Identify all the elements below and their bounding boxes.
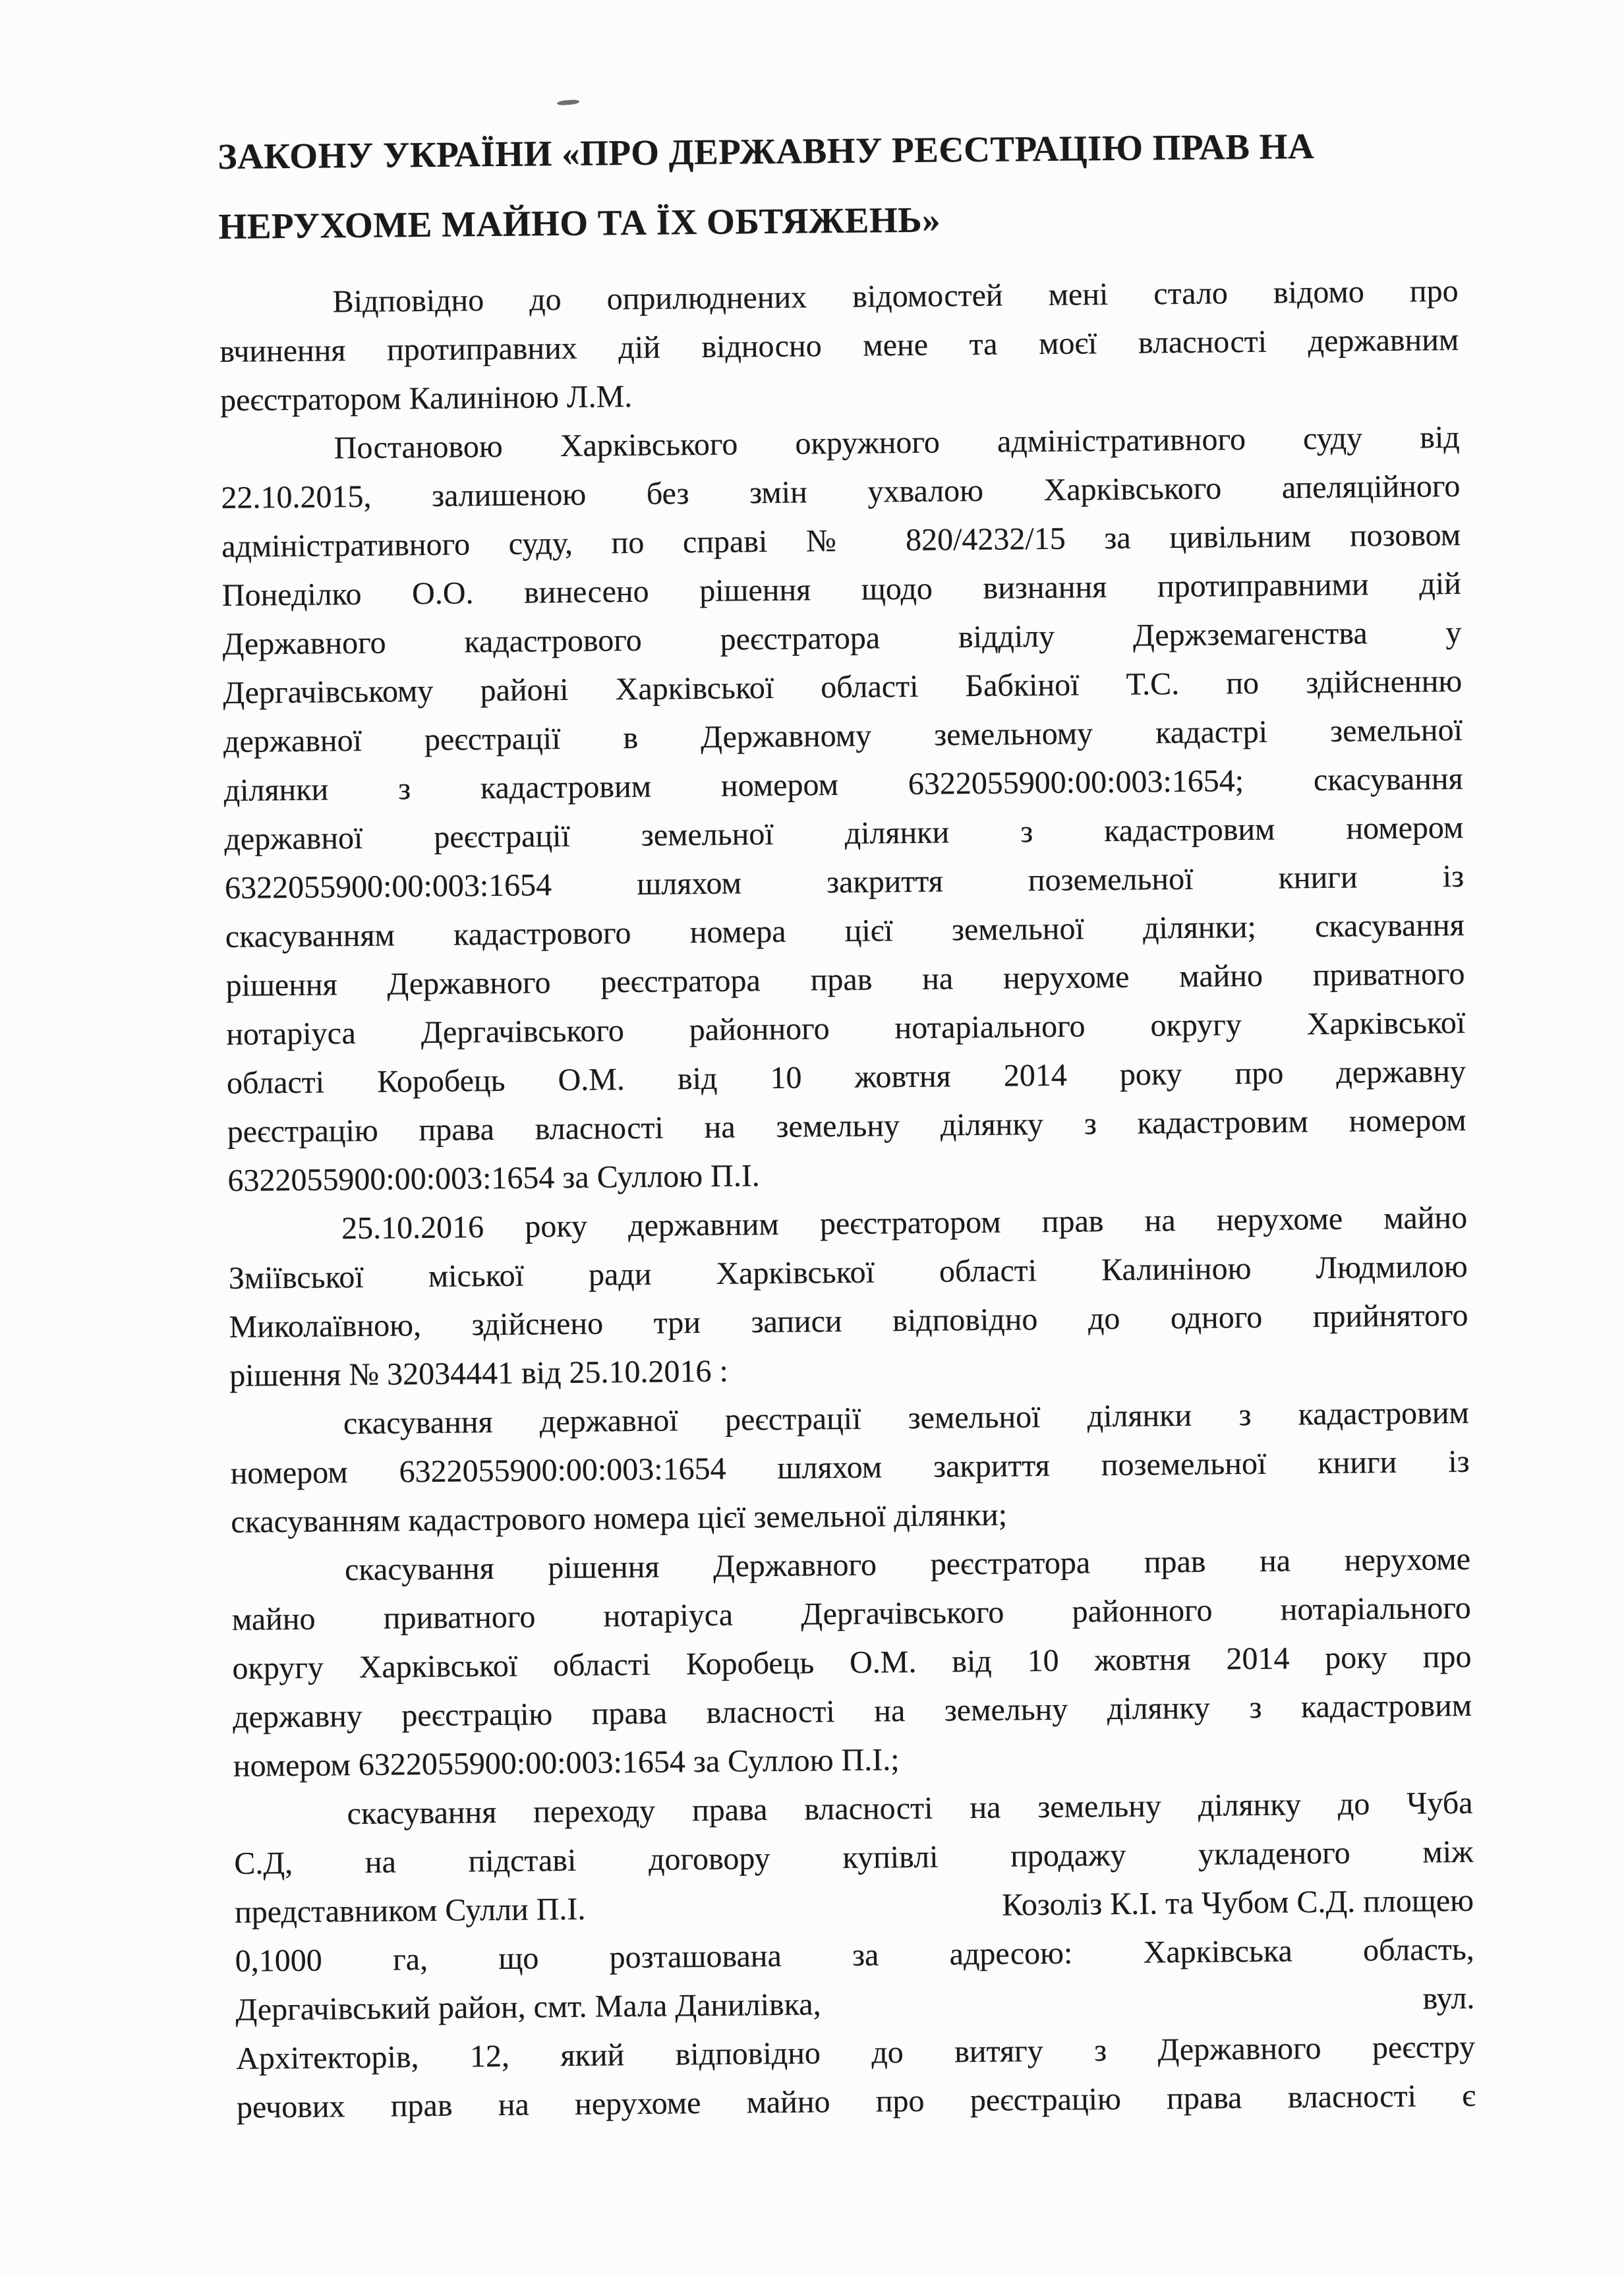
text-line: Дергачівському районі Харківської області Бабкіної Т.С. по здійсненню xyxy=(223,663,1463,711)
paragraph xyxy=(231,1535,1472,1791)
text-line: 6322055900:00:003:1654 за Суллою П.І. xyxy=(227,1158,761,1198)
text-line: речових прав на нерухоме майно про реєстрацію права власності є xyxy=(236,2078,1476,2125)
text-line: номером 6322055900:00:003:1654 шляхом закриття поземельної книги із xyxy=(230,1444,1470,1491)
text-line: округу Харківської області Коробець О.М. від 10 жовтня 2014 року про xyxy=(232,1639,1472,1686)
document-body xyxy=(219,267,1476,2132)
text-line: ділянки з кадастровим номером 6322055900:00:003:1654; скасування xyxy=(223,761,1463,808)
text-line: скасування рішення Державного реєстратора прав на нерухоме xyxy=(344,1541,1471,1588)
text-line: скасування переходу права власності на земельну ділянку до Чуба xyxy=(347,1785,1473,1832)
text-line: державної реєстрації земельної ділянки з кадастровим номером xyxy=(224,809,1464,857)
paragraph xyxy=(233,1779,1476,2132)
paragraph xyxy=(230,1389,1470,1547)
text-line: 25.10.2016 року державним реєстратором прав на нерухоме майно xyxy=(341,1200,1468,1246)
text-line: адміністративного суду, по справі № 820/4232/15 за цивільним позовом xyxy=(221,517,1461,564)
text-line: Зміївської міської ради Харківської області Калиніною Людмилою xyxy=(228,1248,1468,1296)
text-line: Архітекторів, 12, який відповідно до витягу з Державного реєстру xyxy=(235,2029,1476,2076)
document-title-line: НЕРУХОМЕ МАЙНО ТА ЇХ ОБТЯЖЕНЬ» xyxy=(218,199,941,247)
text-line: номером 6322055900:00:003:1654 за Суллою П.І.; xyxy=(233,1742,900,1784)
text-line: рішення № 32034441 від 25.10.2016 : xyxy=(229,1353,729,1393)
text-line: державну реєстрацію права власності на земельну ділянку з кадастровим xyxy=(232,1687,1472,1735)
text-line: вчинення протиправних дій відносно мене та моєї власності державним xyxy=(219,322,1459,369)
text-line: 6322055900:00:003:1654 шляхом закриття поземельної книги із xyxy=(224,858,1464,906)
text-line: скасування державної реєстрації земельної ділянки з кадастровим xyxy=(343,1395,1470,1442)
text-line: реєстрацію права власності на земельну ділянку з кадастровим номером xyxy=(227,1102,1466,1150)
text-line: нотаріуса Дергачівського районного нотаріального округу Харківської xyxy=(226,1005,1466,1052)
text-line: реєстратором Калиніною Л.М. xyxy=(219,378,633,418)
text-segment: вул. xyxy=(1422,1980,1475,2016)
text-line: державної реєстрації в Державному земельному кадастрі земельної xyxy=(223,712,1463,759)
text-line: Відповідно до оприлюднених відомостей мені стало відомо про xyxy=(332,273,1459,320)
text-line: Миколаївною, здійснено три записи відповідно до одного прийнятого xyxy=(229,1297,1468,1345)
paragraph xyxy=(228,1194,1469,1401)
text-line: Постановою Харківського окружного адміністративного суду від xyxy=(334,419,1460,466)
scan-artifact-dash xyxy=(557,100,579,106)
document-content xyxy=(218,110,1476,2132)
document-title xyxy=(218,110,1458,262)
paragraph xyxy=(220,413,1466,1206)
text-line: майно приватного нотаріуса Дергачівського районного нотаріального xyxy=(231,1590,1471,1637)
text-line: області Коробець О.М. від 10 жовтня 2014 року про державну xyxy=(226,1053,1466,1101)
text-line: скасуванням кадастрового номера цієї земельної ділянки; скасування xyxy=(225,907,1465,954)
text-segment: представником Сулли П.І. xyxy=(234,1891,586,1930)
text-line: скасуванням кадастрового номера цієї земельної ділянки; xyxy=(231,1497,1008,1540)
text-line: С.Д, на підставі договору купівлі продажу укладеного між xyxy=(234,1834,1474,1881)
text-line: Державного кадастрового реєстратора відділу Держземагенства у xyxy=(222,614,1462,662)
document-title-line: ЗАКОНУ УКРАЇНИ «ПРО ДЕРЖАВНУ РЕЄСТРАЦІЮ ПРАВ НА xyxy=(218,126,1315,177)
text-line: 22.10.2015, залишеною без змін ухвалою Харківського апеляційного xyxy=(221,468,1461,515)
paragraph xyxy=(219,267,1459,425)
text-segment: Дергачівський район, смт. Мала Данилівка, xyxy=(235,1987,821,2028)
text-line: рішення Державного реєстратора прав на нерухоме майно приватного xyxy=(225,956,1465,1003)
text-line: Понеділко О.О. винесено рішення щодо визнання протиправними дій xyxy=(221,566,1462,613)
text-segment: Козоліз К.І. та Чубом С.Д. площею xyxy=(1002,1883,1474,1923)
text-line: 0,1000 га, що розташована за адресою: Харківська область, xyxy=(235,1931,1474,1979)
